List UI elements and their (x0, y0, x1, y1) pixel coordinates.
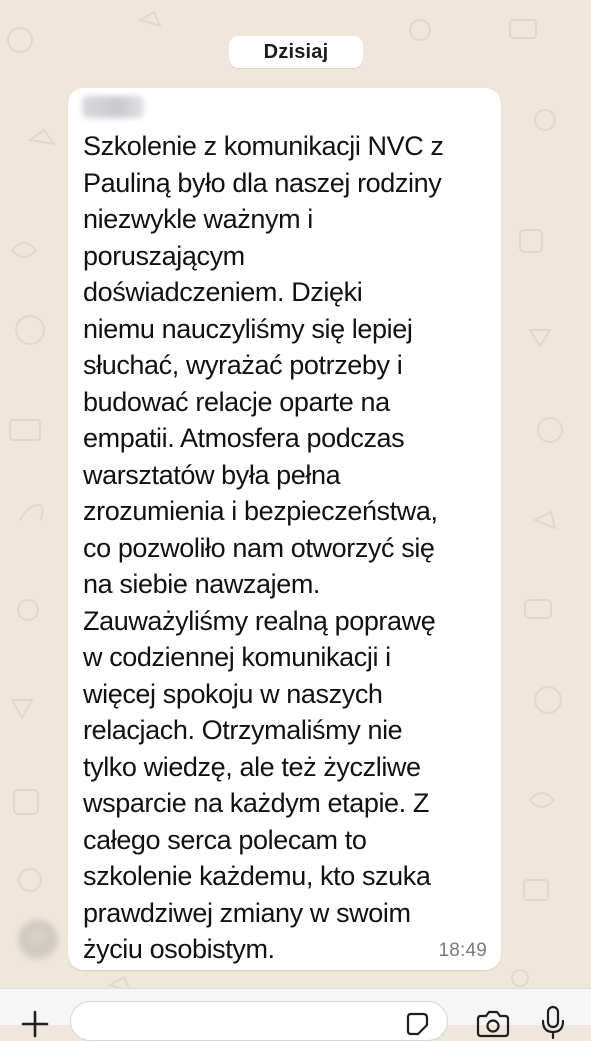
message-bubble[interactable] (68, 88, 501, 970)
message-line: szkolenie każdemu, kto szuka (83, 861, 431, 891)
message-line: doświadczeniem. Dzięki (83, 277, 363, 307)
plus-icon[interactable] (20, 1009, 50, 1039)
message-line: warsztatów była pełna (83, 459, 341, 490)
sender-name[interactable] (82, 96, 144, 118)
message-line: Pauliną było dla naszej rodziny (83, 167, 442, 198)
chat-input-bar (0, 988, 591, 1025)
message-line: słuchać, wyrażać potrzeby i (83, 350, 403, 380)
message-line: co pozwoliło nam otworzyć się (83, 532, 435, 563)
message-timestamp: 18:49 (438, 940, 487, 961)
message-line: prawdziwej zmiany w swoim (83, 897, 411, 928)
sender-avatar[interactable] (18, 920, 58, 960)
date-separator: Dzisiaj (229, 36, 363, 68)
message-line: empatii. Atmosfera podczas (83, 423, 405, 453)
message-input[interactable] (70, 1001, 448, 1041)
message-line: Szkolenie z komunikacji NVC z (83, 131, 444, 161)
message-line: niemu nauczyliśmy się lepiej (83, 313, 413, 344)
message-line: relacjach. Otrzymaliśmy nie (83, 715, 403, 745)
message-line: w codziennej komunikacji i (83, 642, 391, 672)
camera-icon[interactable] (474, 1009, 512, 1039)
message-line: budować relacje oparte na (83, 386, 390, 417)
message-line: wsparcie na każdym etapie. Z (83, 788, 429, 818)
microphone-icon[interactable] (540, 1005, 566, 1039)
message-line: Zauważyliśmy realną poprawę (83, 605, 436, 636)
message-line: na siebie nawzajem. (83, 569, 321, 599)
sticker-icon[interactable] (404, 1011, 430, 1037)
message-line: życiu osobistym. (83, 934, 275, 964)
message-line: tylko wiedzę, ale też życzliwe (83, 751, 421, 782)
message-line: zrozumienia i bezpieczeństwa, (83, 496, 438, 526)
message-line: całego serca polecam to (83, 824, 367, 855)
message-line: niezwykle ważnym i (83, 204, 313, 234)
message-line: poruszającym (83, 240, 245, 271)
message-line: więcej spokoju w naszych (83, 678, 383, 709)
message-text (83, 128, 488, 968)
